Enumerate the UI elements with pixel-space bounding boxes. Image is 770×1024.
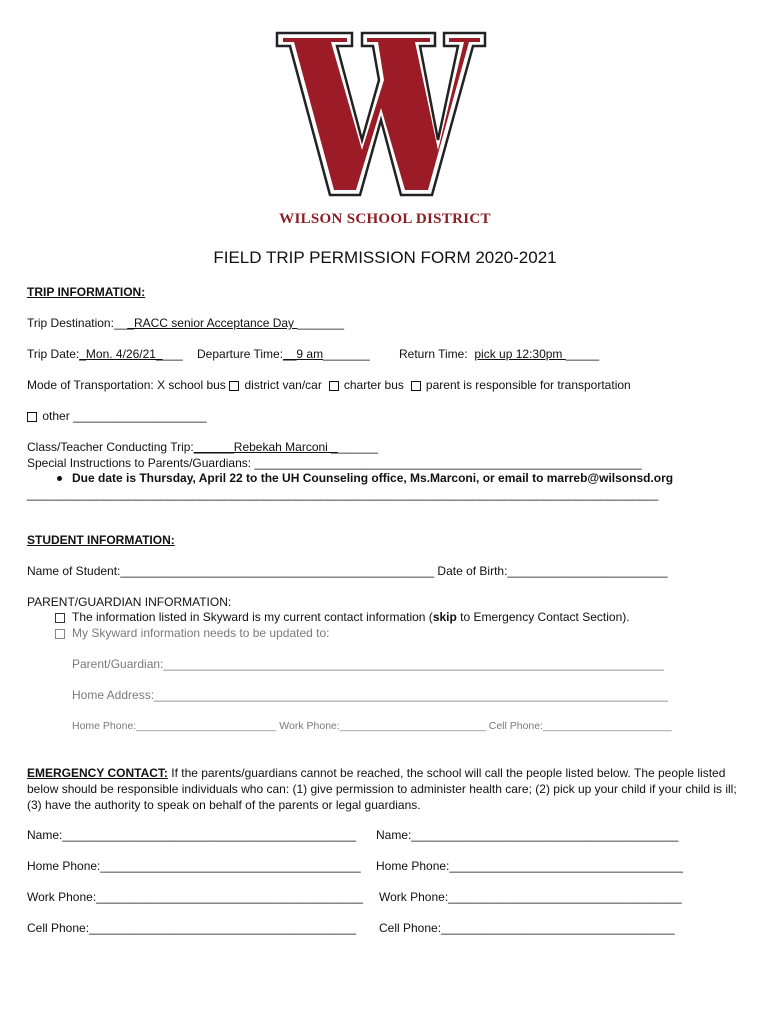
emergency-home-left — [27, 859, 361, 873]
transport-school-bus[interactable]: X school bus — [157, 378, 226, 392]
cell-phone-label: Cell Phone: — [379, 921, 442, 935]
other-field[interactable]: ____________________ — [73, 409, 207, 423]
emergency-cell-left — [27, 921, 356, 935]
student-info-heading: STUDENT INFORMATION: — [27, 533, 175, 547]
name-field[interactable]: ____________________________________________ — [62, 828, 356, 842]
guardian-phones-row — [72, 720, 672, 732]
instructions-field[interactable]: __________________________________________________________ — [254, 456, 642, 470]
student-name-field[interactable]: _______________________________________________ — [120, 564, 435, 578]
departure-value[interactable]: __9 am — [283, 347, 324, 361]
dob-field[interactable]: ________________________ — [507, 564, 668, 578]
transport-label: Mode of Transportation: — [27, 378, 154, 392]
blank: _______ — [297, 316, 345, 330]
guardian-row — [72, 657, 664, 671]
trip-destination-value[interactable]: _RACC senior Acceptance Day — [127, 316, 298, 330]
return-row — [399, 347, 599, 361]
home-phone-label: Home Phone: — [72, 720, 137, 732]
guardian-label: Parent/Guardian: — [72, 657, 164, 671]
emergency-home-right — [376, 859, 683, 873]
cell-phone-field[interactable]: ______________________ — [543, 720, 672, 732]
work-phone-label: Work Phone: — [379, 890, 449, 904]
trip-date-row — [27, 347, 183, 361]
checkbox-district-van[interactable] — [229, 381, 239, 391]
trip-destination-row — [27, 316, 344, 330]
trip-destination-label: Trip Destination: — [27, 316, 114, 330]
work-phone-label: Work Phone: — [27, 890, 97, 904]
blank: _______ — [323, 347, 370, 361]
instructions-label: Special Instructions to Parents/Guardians: — [27, 456, 252, 470]
departure-label: Departure Time: — [197, 347, 284, 361]
return-value[interactable]: pick up 12:30pm — [474, 347, 566, 361]
checkbox-skyward-current[interactable] — [55, 613, 65, 623]
departure-row — [197, 347, 370, 361]
work-phone-field[interactable]: ________________________________________ — [96, 890, 364, 904]
other-label: other — [42, 409, 70, 423]
transport-parent: parent is responsible for transportation — [425, 378, 631, 392]
cell-phone-field[interactable]: ___________________________________ — [441, 921, 675, 935]
skyward-update-option: My Skyward information needs to be updated to: — [72, 626, 330, 640]
name-label: Name: — [376, 828, 412, 842]
work-phone-field[interactable]: ___________________________________ — [448, 890, 682, 904]
trip-info-heading: TRIP INFORMATION: — [27, 285, 146, 299]
name-label: Name: — [27, 828, 63, 842]
name-field[interactable]: ________________________________________ — [411, 828, 679, 842]
due-date-note: Due date is Thursday, April 22 to the UH Counseling office, Ms.Marconi, or email to marreb@wilsonsd.org — [72, 471, 674, 485]
address-label: Home Address: — [72, 688, 155, 702]
home-phone-label: Home Phone: — [27, 859, 101, 873]
blank: ___ — [162, 347, 183, 361]
skyward-current-option — [72, 610, 630, 624]
checkbox-other[interactable] — [27, 412, 37, 422]
cell-phone-label: Cell Phone: — [27, 921, 90, 935]
teacher-label: Class/Teacher Conducting Trip: — [27, 440, 194, 454]
blank: ______ — [337, 440, 378, 454]
emergency-name-left — [27, 828, 356, 842]
transport-charter-bus: charter bus — [343, 378, 404, 392]
instructions-row — [27, 456, 642, 470]
work-phone-label: Work Phone: — [279, 720, 340, 732]
checkbox-parent-transport[interactable] — [411, 381, 421, 391]
checkbox-skyward-update[interactable] — [55, 629, 65, 639]
dob-label: Date of Birth: — [437, 564, 508, 578]
trip-date-value[interactable]: _Mon. 4/26/21_ — [79, 347, 163, 361]
emergency-paragraph — [27, 765, 737, 813]
parent-info-heading: PARENT/GUARDIAN INFORMATION: — [27, 595, 232, 609]
work-phone-field[interactable]: _________________________ — [339, 720, 486, 732]
home-phone-field[interactable]: ___________________________________ — [449, 859, 683, 873]
home-phone-field[interactable]: _______________________________________ — [100, 859, 361, 873]
instructions-extra-line[interactable]: ___________________________________________________________________________________________________ — [27, 487, 659, 501]
address-row — [72, 688, 668, 702]
cell-phone-field[interactable]: ________________________________________ — [89, 921, 356, 935]
home-phone-label: Home Phone: — [376, 859, 450, 873]
trip-date-label: Trip Date: — [27, 347, 80, 361]
student-name-label: Name of Student: — [27, 564, 121, 578]
emergency-work-right — [379, 890, 682, 904]
address-field[interactable]: _____________________________________________________________________________ — [154, 688, 668, 702]
wilson-w-logo — [274, 28, 488, 200]
option-text: The information listed in Skyward is my current contact information ( — [72, 610, 433, 624]
return-label: Return Time: — [399, 347, 468, 361]
teacher-value[interactable]: ______Rebekah Marconi _ — [193, 440, 338, 454]
teacher-row — [27, 440, 378, 454]
checkbox-charter-bus[interactable] — [329, 381, 339, 391]
guardian-field[interactable]: ___________________________________________________________________________ — [163, 657, 664, 671]
option-bold-text: skip — [432, 610, 457, 624]
other-row — [27, 409, 207, 423]
bullet-icon — [57, 476, 62, 481]
transport-row — [27, 378, 631, 392]
blank: __ — [113, 316, 128, 330]
transport-district-van: district van/car — [244, 378, 322, 392]
blank: _____ — [565, 347, 600, 361]
emergency-name-right — [376, 828, 678, 842]
district-name: WILSON SCHOOL DISTRICT — [279, 211, 491, 227]
emergency-cell-right — [379, 921, 675, 935]
cell-phone-label: Cell Phone: — [488, 720, 544, 732]
home-phone-field[interactable]: ________________________ — [136, 720, 277, 732]
emergency-description: If the parents/guardians cannot be reached, the school will call the people listed below. The people listed below should be responsible individuals who can: (1) give permission to administer health care; (2) pick up your child if your child is ill; (3) have the authority to speak on behalf of the parents or legal guardians. — [27, 766, 737, 812]
emergency-heading: EMERGENCY CONTACT: — [27, 766, 168, 780]
option-text: to Emergency Contact Section). — [456, 610, 630, 624]
form-title: FIELD TRIP PERMISSION FORM 2020-2021 — [213, 248, 557, 267]
emergency-work-left — [27, 890, 363, 904]
student-name-row — [27, 564, 668, 578]
